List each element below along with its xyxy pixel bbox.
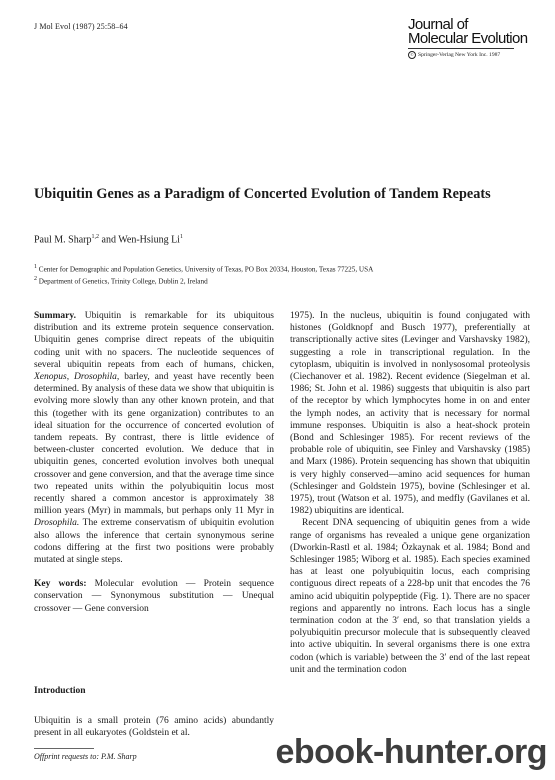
article-title: Ubiquitin Genes as a Paradigm of Concerted Evolution of Tandem Repeats	[34, 186, 491, 202]
author-name: Wen-Hsiung Li	[118, 234, 180, 246]
journal-name-line1: Journal of	[408, 16, 468, 33]
publisher-line	[408, 51, 528, 59]
summary-text: The extreme conservatism of ubiquitin evolution also allows the inference that certain synonymous serine codons differing at the first two positions were probably mutated at single steps.	[34, 518, 274, 566]
affiliation-2	[34, 274, 534, 286]
right-column	[290, 310, 530, 676]
journal-name-line2: Molecular Evolution	[408, 30, 528, 47]
masthead-rule	[408, 48, 514, 49]
watermark: ebook-hunter.org	[275, 733, 547, 771]
affiliation-text: Center for Demographic and Population Genetics, University of Texas, PO Box 20334, Houston, Texas 77225, USA	[37, 265, 374, 274]
affiliation-mark: 2	[34, 276, 37, 283]
left-column	[34, 310, 274, 615]
publisher-text: Springer-Verlag New York Inc. 1987	[418, 52, 501, 58]
introduction-paragraph: Ubiquitin is a small protein (76 amino acids) abundantly present in all eukaryotes (Goldstein et al.	[34, 716, 274, 739]
affiliation-mark: 1	[34, 264, 37, 270]
footnote-rule	[34, 748, 94, 749]
introduction-heading: Introduction	[34, 686, 86, 696]
author-name: Paul M. Sharp	[34, 234, 92, 246]
keywords-paragraph	[34, 578, 274, 615]
summary-paragraph	[34, 310, 274, 566]
journal-masthead	[408, 18, 528, 59]
body-paragraph: Recent DNA sequencing of ubiquitin genes from a wide range of organisms has revealed a unique gene organization (Dworkin-Rastl et al. 1984; Özkaynak et al. 1984; Bond and Schlesinger 1985; Wiborg et al. 1985). Each species examined has at least one polyubiquitin locus, each comprising contiguous direct repeats of a 228-bp unit that encodes the 76 amino acid ubiquitin polypeptide (Fig. 1). There are no spacer regions and apparently no introns. Each locus has a single termination codon at the 3′ end, so that translation yields a polyubiquitin precursor molecule that is subsequently cleaved into active ubiquitin. In several organisms there is one extra codon (which is variable) between the 3′ end of the last repeat unit and the termination codon	[290, 518, 530, 675]
author-affiliation-mark: 1	[179, 234, 183, 240]
summary-species: Xenopus, Drosophila,	[34, 372, 120, 383]
affiliations	[34, 262, 534, 287]
offprint-footnote: Offprint requests to: P.M. Sharp	[34, 752, 137, 761]
keywords-label: Key words:	[34, 579, 87, 590]
journal-citation: J Mol Evol (1987) 25:58–64	[34, 22, 128, 31]
author-conjunction: and	[99, 234, 119, 246]
summary-text: Ubiquitin is remarkable for its ubiquitous distribution and its extreme protein sequence conservation. Ubiquitin genes comprise direct repeats of the ubiquitin coding unit with no spacers. The nucleotide sequences of several ubiquitin repeats from each of humans, chicken,	[34, 311, 274, 370]
summary-species: Drosophila.	[34, 518, 80, 529]
summary-label: Summary.	[34, 311, 76, 321]
copyright-icon: ©	[408, 51, 416, 59]
keywords-text: Molecular evolution — Protein sequence conservation — Synonymous substitution — Unequal crossover — Gene conversion	[34, 579, 274, 614]
affiliation-text: Department of Genetics, Trinity College, Dublin 2, Ireland	[37, 277, 208, 286]
author-affiliation-mark: 1,2	[91, 234, 99, 240]
summary-text: barley, and yeast have recently been determined. By analysis of these data we show that ubiquitin is evolving more slowly than any other known protein, and that this (together with its gene organization) contributes to an ideal situation for the occurrence of concerted evolution of tandem repeats. By contrast, there is little evidence of between-cluster concerted evolution. We deduce that in ubiquitin genes, concerted evolution involves both unequal crossover and gene conversion, and that the average time since two repeated units within the polyubiquitin locus most recently shared a common ancestor is approximately 38 million years (Myr) in mammals, but perhaps only 11 Myr in	[34, 372, 274, 517]
author-list	[34, 234, 183, 245]
affiliation-1	[34, 262, 534, 274]
body-paragraph: 1975). In the nucleus, ubiquitin is found conjugated with histones (Goldknopf and Busch 1977), preferentially at transcriptionally active sites (Levinger and Varshavsky 1982), suggesting a role in transcriptional regulation. In the cytoplasm, ubiquitin is involved in nonlysosomal proteolysis (Ciechanover et al. 1982). Recent evidence (Siegelman et al. 1986; St. John et al. 1986) suggests that ubiquitin is also part of the receptor by which lymphocytes home in on and enter the lymph nodes, an activity that is necessary for normal immune responses. Ubiquitin is also a heat-shock protein (Bond and Schlesinger 1985). For recent reviews of the probable role of ubiquitin, see Finley and Varshavsky (1985) and Marx (1986). Protein sequencing has shown that ubiquitin is very highly conserved—amino acid sequences for human (Schlesinger and Goldstein 1975), bovine (Schlesinger et al. 1975), trout (Watson et al. 1975), and medfly (Gavilanes et al. 1982) ubiquitins are identical.	[290, 311, 530, 517]
